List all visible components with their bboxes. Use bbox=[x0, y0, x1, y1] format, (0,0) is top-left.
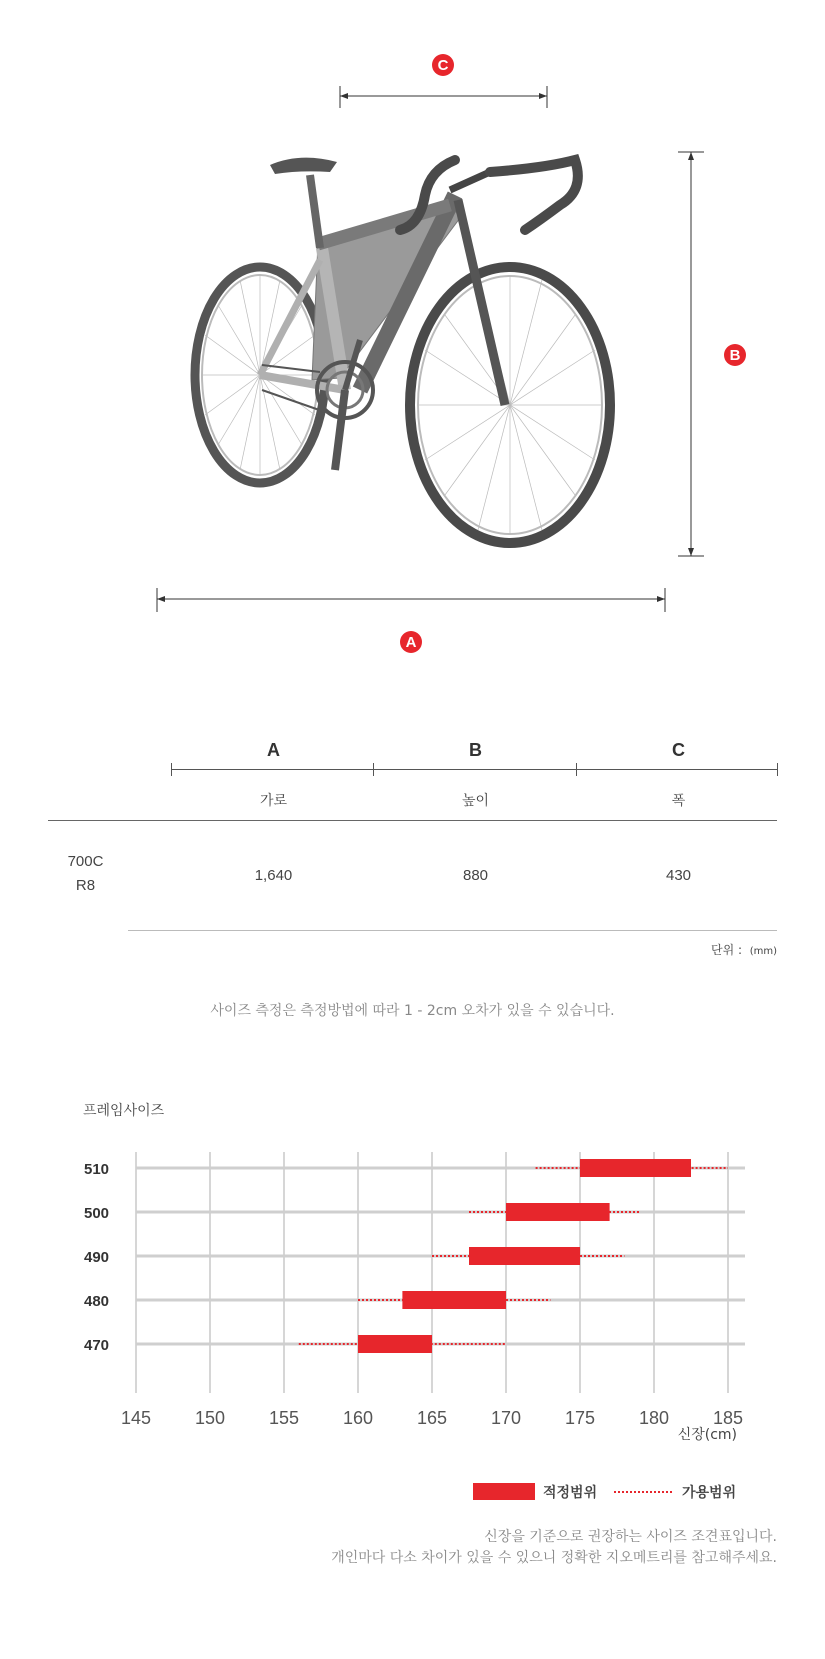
dimension-c bbox=[340, 86, 547, 108]
label-c: C bbox=[437, 57, 449, 74]
bicycle-illustration bbox=[195, 158, 610, 543]
column-letter-a: A bbox=[267, 740, 280, 760]
chart-optimal-range-bar bbox=[506, 1203, 610, 1221]
column-name-c: 폭 bbox=[671, 793, 686, 809]
column-bracket-line bbox=[171, 769, 777, 770]
chart-y-category: 480 bbox=[84, 1293, 110, 1310]
column-name-b: 높이 bbox=[461, 793, 490, 809]
bike-dimension-diagram bbox=[0, 0, 825, 680]
footer-line-1: 신장을 기준으로 권장하는 사이즈 조견표입니다. bbox=[484, 1529, 777, 1545]
chart-x-ticks bbox=[121, 1408, 743, 1428]
model-line-2: R8 bbox=[75, 877, 96, 894]
bracket-tick bbox=[576, 763, 577, 776]
unit-label-text: 단위 : bbox=[711, 943, 743, 957]
label-b: B bbox=[729, 347, 741, 364]
chart-x-tick: 170 bbox=[490, 1408, 522, 1428]
chart-x-tick: 155 bbox=[268, 1408, 300, 1428]
chart-legend bbox=[473, 1483, 736, 1501]
chart-x-tick: 180 bbox=[638, 1408, 670, 1428]
table-bottom-divider bbox=[128, 930, 777, 931]
column-letter-b: B bbox=[469, 740, 482, 760]
chart-x-tick: 150 bbox=[194, 1408, 226, 1428]
model-line-1: 700C bbox=[67, 853, 104, 870]
legend-solid-swatch bbox=[473, 1483, 535, 1500]
dimension-spec-table bbox=[0, 740, 825, 1010]
label-a: A bbox=[405, 634, 417, 651]
frame-size-chart bbox=[0, 1090, 825, 1590]
column-letter-c: C bbox=[672, 740, 685, 760]
legend-solid-label: 적정범위 bbox=[543, 1485, 598, 1501]
chart-y-category: 490 bbox=[84, 1249, 110, 1266]
header-divider bbox=[48, 820, 777, 821]
bracket-tick bbox=[373, 763, 374, 776]
chart-x-tick: 175 bbox=[564, 1408, 596, 1428]
chart-y-category: 510 bbox=[84, 1161, 110, 1178]
chart-x-tick: 145 bbox=[120, 1408, 152, 1428]
chart-y-category: 500 bbox=[84, 1205, 110, 1222]
measurement-note: 사이즈 측정은 측정방법에 따라 1 - 2cm 오차가 있을 수 있습니다. bbox=[210, 1003, 615, 1019]
cell-height-value: 880 bbox=[462, 867, 489, 884]
chart-grid bbox=[136, 1152, 728, 1393]
unit-label bbox=[711, 941, 777, 958]
unit-value: (mm) bbox=[749, 946, 777, 957]
cell-depth-value: 430 bbox=[665, 867, 692, 884]
legend-dotted-label: 가용범위 bbox=[682, 1485, 737, 1501]
column-name-a: 가로 bbox=[259, 793, 288, 809]
chart-x-tick: 185 bbox=[712, 1408, 744, 1428]
bracket-tick bbox=[777, 763, 778, 776]
footer-note bbox=[331, 1527, 777, 1569]
chart-optimal-range-bar bbox=[358, 1335, 432, 1353]
chart-title: 프레임사이즈 bbox=[83, 1103, 165, 1119]
chart-optimal-range-bar bbox=[402, 1291, 506, 1309]
cell-width-value: 1,640 bbox=[254, 867, 293, 884]
footer-line-2: 개인마다 다소 차이가 있을 수 있으니 정확한 지오메트리를 참고해주세요. bbox=[331, 1550, 777, 1566]
dimension-b bbox=[678, 152, 704, 556]
chart-y-category: 470 bbox=[84, 1337, 110, 1354]
chart-optimal-range-bar bbox=[580, 1159, 691, 1177]
chart-x-label: 신장(cm) bbox=[677, 1427, 737, 1443]
row-model-name bbox=[48, 850, 123, 898]
chart-x-tick: 160 bbox=[342, 1408, 374, 1428]
chart-y-categories bbox=[84, 1161, 109, 1354]
chart-x-tick: 165 bbox=[416, 1408, 448, 1428]
chart-optimal-range-bar bbox=[469, 1247, 580, 1265]
dimension-a bbox=[157, 588, 665, 612]
bracket-tick bbox=[171, 763, 172, 776]
